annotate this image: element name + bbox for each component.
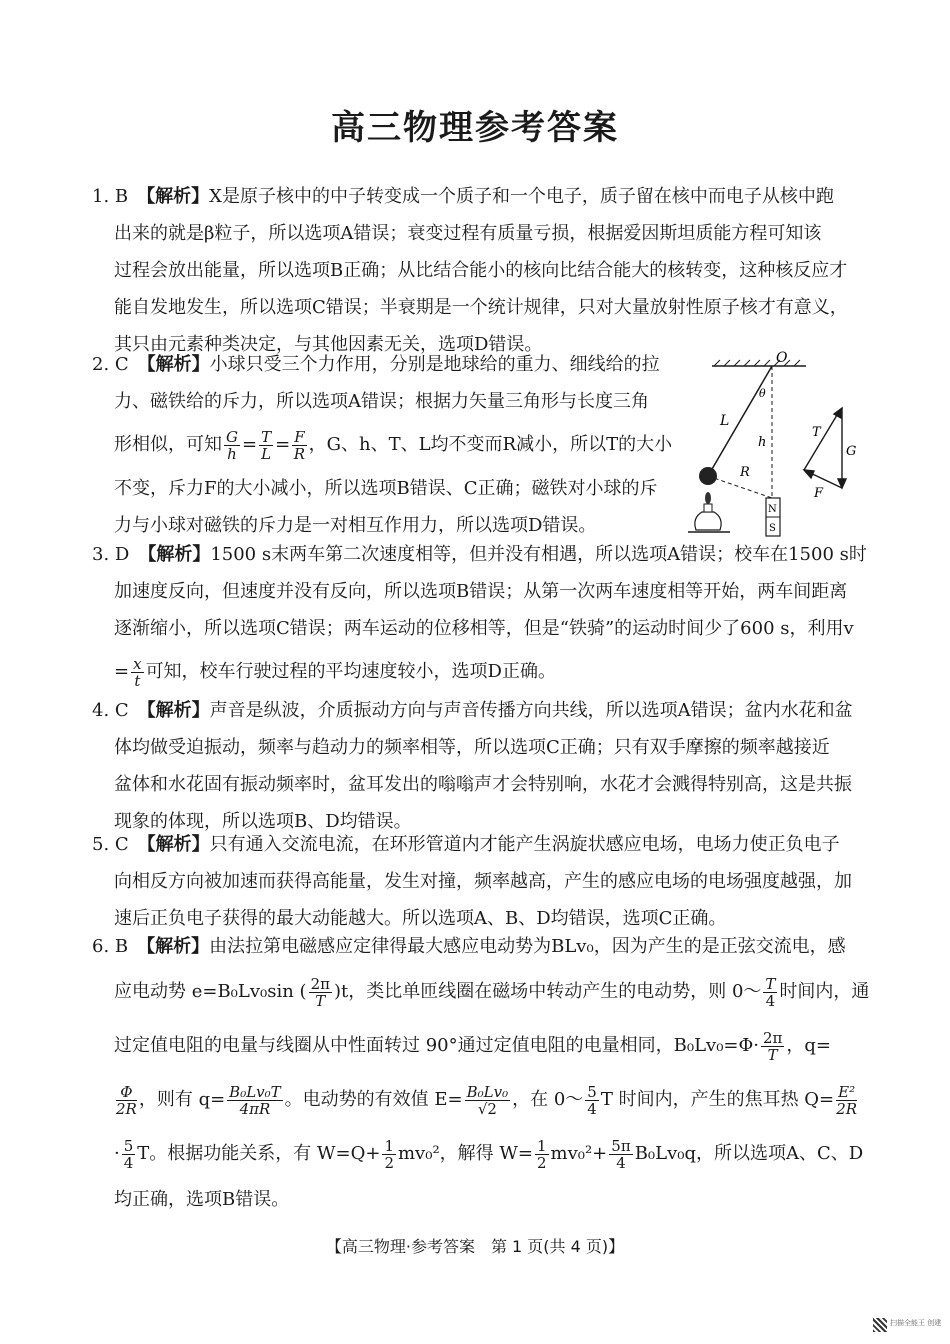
analysis-tag: 【解析】 bbox=[146, 834, 210, 855]
text-line: 现象的体现，所以选项B、D均错误。 bbox=[114, 811, 412, 832]
text-line bbox=[92, 965, 870, 1019]
fraction-phi-2r: $\frac{\Phi}{2R}$ bbox=[116, 1082, 137, 1118]
fraction-g-h: $\frac{G}{h}$ bbox=[226, 427, 238, 463]
text-line: 形相似，可知 $\frac{G}{h}$ = $\frac{T}{L}$ = $\frac{F}{R}$ ，G、h、T、L均不变而R减小，所以T的大小 bbox=[114, 427, 673, 463]
fraction-5pi-4: $\frac{5\pi}{4}$ bbox=[611, 1136, 631, 1172]
answer-number: 4. C bbox=[92, 700, 129, 721]
answer-1 bbox=[92, 178, 862, 363]
string-l bbox=[708, 366, 772, 476]
analysis-tag: 【解析】 bbox=[147, 544, 211, 565]
text-span: T。根据功能关系，有 W=Q+ bbox=[137, 1143, 381, 1164]
text-line: 逐渐缩小，所以选项C错误；两车运动的位移相等，但是“铁骑”的运动时间少了600 s，利用v bbox=[114, 618, 854, 639]
answer-3 bbox=[92, 536, 867, 697]
answer-4 bbox=[92, 692, 862, 840]
label-n: N bbox=[768, 504, 777, 515]
text-span: B₀Lv₀q，所以选项A、C、D bbox=[634, 1143, 864, 1164]
fraction-t-l: $\frac{T}{L}$ bbox=[261, 427, 272, 463]
text-line: 1500 s末两车第二次速度相等，但并没有相遇，所以选项A错误；校车在1500 s时 bbox=[210, 544, 867, 565]
force-triangle bbox=[804, 408, 846, 488]
text-span: 形相似，可知 bbox=[114, 434, 222, 455]
text-span: 。电动势的有效值 E= bbox=[284, 1089, 463, 1110]
text-line: 力、磁铁给的斥力，所以选项A错误；根据力矢量三角形与长度三角 bbox=[114, 391, 649, 412]
answer-6 bbox=[92, 928, 870, 1218]
answer-5 bbox=[92, 826, 862, 937]
answer-number: 2. C bbox=[92, 354, 129, 375]
alcohol-lamp bbox=[688, 492, 730, 532]
analysis-tag: 【解析】 bbox=[146, 354, 210, 375]
fraction-b0lv0t-4pir: $\frac{\text{B₀Lv₀T}}{4\pi R}$ bbox=[229, 1082, 281, 1118]
text-line bbox=[92, 1073, 862, 1127]
pendulum-magnet-diagram bbox=[678, 348, 868, 538]
text-span: )t，类比单匝线圈在磁场中转动产生的电动势，则 0～ bbox=[333, 981, 762, 1002]
fraction-2pi-t: $\frac{2\pi}{T}$ bbox=[310, 974, 330, 1010]
text-span: 过定值电阻的电量与线圈从中性面转过 90°通过定值电阻的电量相同，B₀Lv₀=Φ· bbox=[114, 1035, 759, 1056]
text-line: 盆体和水花固有振动频率时，盆耳发出的嗡嗡声才会特别响，水花才会溅得特别高，这是共振 bbox=[114, 774, 852, 795]
answer-number: 6. B bbox=[92, 936, 129, 957]
analysis-tag: 【解析】 bbox=[146, 936, 210, 957]
text-span: 应电动势 e=B₀Lv₀sin ( bbox=[114, 981, 307, 1002]
text-span: mv₀²，解得 W= bbox=[397, 1143, 533, 1164]
label-o: O bbox=[776, 350, 788, 366]
text-line: 只有通入交流电流，在环形管道内才能产生涡旋状感应电场，电场力使正负电子 bbox=[209, 834, 840, 855]
text-span: T 时间内，产生的焦耳热 Q= bbox=[600, 1089, 835, 1110]
answer-number: 5. C bbox=[92, 834, 129, 855]
label-f: F bbox=[814, 486, 824, 501]
text-span: 时间内，通 bbox=[779, 981, 870, 1002]
fraction-f-r: $\frac{F}{R}$ bbox=[293, 427, 306, 463]
text-line: X是原子核中的中子转变成一个质子和一个电子，质子留在核中而电子从核中跑 bbox=[209, 186, 834, 207]
text-line: 速后正负电子获得的最大动能越大。所以选项A、B、D均错误，选项C正确。 bbox=[114, 908, 727, 929]
text-span: · bbox=[114, 1143, 120, 1164]
fraction-5-4: $\frac{5}{4}$ bbox=[123, 1136, 134, 1172]
text-line: 能自发地发生，所以选项C错误；半衰期是一个统计规律，只对大量放射性原子核才有意义， bbox=[114, 297, 848, 318]
text-line: 均正确，选项B错误。 bbox=[114, 1189, 290, 1210]
text-line: 小球只受三个力作用，分别是地球给的重力、细线给的拉 bbox=[209, 354, 660, 375]
label-theta: θ bbox=[759, 387, 766, 400]
fraction-b0lv0-sqrt2: $\frac{\text{B₀Lv₀}}{√2}$ bbox=[466, 1082, 509, 1118]
label-l: L bbox=[720, 413, 730, 429]
text-line: 加速度反向，但速度并没有反向，所以选项B错误；从第一次两车速度相等开始，两车间距离 bbox=[114, 581, 848, 602]
label-r: R bbox=[740, 465, 750, 480]
text-line: 向相反方向被加速而获得高能量，发生对撞，频率越高，产生的感应电场的电场强度越强，加 bbox=[114, 871, 852, 892]
scanner-watermark: 扫描全能王 创建 bbox=[890, 1319, 942, 1327]
text-span: ，G、h、T、L均不变而R减小，所以T的大小 bbox=[308, 434, 673, 455]
text-span: ，q= bbox=[786, 1035, 831, 1056]
text-line bbox=[92, 1019, 862, 1073]
label-t: T bbox=[812, 425, 821, 440]
text-line bbox=[92, 1127, 862, 1181]
scanner-logo-icon bbox=[873, 1318, 887, 1332]
fraction-t-4: $\frac{T}{4}$ bbox=[765, 974, 776, 1010]
fraction-x-t: $\frac{x}{t}$ bbox=[133, 654, 142, 690]
text-line: 声音是纵波，介质振动方向与声音传播方向共线，所以选项A错误；盆内水花和盆 bbox=[209, 700, 853, 721]
answer-2 bbox=[92, 346, 672, 544]
label-g: G bbox=[846, 444, 857, 459]
text-span: = bbox=[114, 661, 130, 682]
text-span: mv₀²+ bbox=[550, 1143, 608, 1164]
answer-number: 1. B bbox=[92, 186, 129, 207]
text-span: ，在 0～ bbox=[512, 1089, 584, 1110]
label-h: h bbox=[758, 435, 767, 450]
page-footer: 【高三物理·参考答案 第 1 页(共 4 页)】 bbox=[325, 1237, 625, 1256]
text-line: 其只由元素种类决定，与其他因素无关，选项D错误。 bbox=[114, 334, 543, 355]
text-line: 由法拉第电磁感应定律得最大感应电动势为BLv₀，因为产生的是正弦交流电，感 bbox=[209, 936, 846, 957]
answer-number: 3. D bbox=[92, 544, 130, 565]
text-line: 力与小球对磁铁的斥力是一对相互作用力，所以选项D错误。 bbox=[114, 515, 597, 536]
label-s: S bbox=[769, 523, 776, 534]
page-title: 高三物理参考答案 bbox=[331, 108, 619, 148]
fraction-2pi-t: $\frac{2\pi}{T}$ bbox=[762, 1028, 783, 1064]
analysis-tag: 【解析】 bbox=[146, 186, 210, 207]
fraction-1-2: $\frac{1}{2}$ bbox=[384, 1136, 394, 1172]
fraction-5-4: $\frac{5}{4}$ bbox=[587, 1082, 597, 1118]
analysis-tag: 【解析】 bbox=[146, 700, 210, 721]
fraction-e2-2r: $\frac{\text{E²}}{2R}$ bbox=[836, 1082, 858, 1118]
text-line: 不变，斥力F的大小减小，所以选项B错误、C正确；磁铁对小球的斥 bbox=[114, 478, 658, 499]
text-span: 可知，校车行驶过程的平均速度较小，选项D正确。 bbox=[145, 661, 556, 682]
text-line bbox=[92, 647, 862, 697]
text-line: 出来的就是β粒子，所以选项A错误；衰变过程有质量亏损，根据爱因斯坦质能方程可知该 bbox=[114, 223, 822, 244]
text-line: 过程会放出能量，所以选项B正确；从比结合能小的核向比结合能大的核转变，这种核反应才 bbox=[114, 260, 848, 281]
text-line: 体均做受迫振动，频率与趋动力的频率相等，所以选项C正确；只有双手摩擦的频率越接近 bbox=[114, 737, 830, 758]
fraction-1-2: $\frac{1}{2}$ bbox=[536, 1136, 547, 1172]
text-span: ，则有 q= bbox=[138, 1089, 226, 1110]
ball bbox=[699, 467, 717, 485]
